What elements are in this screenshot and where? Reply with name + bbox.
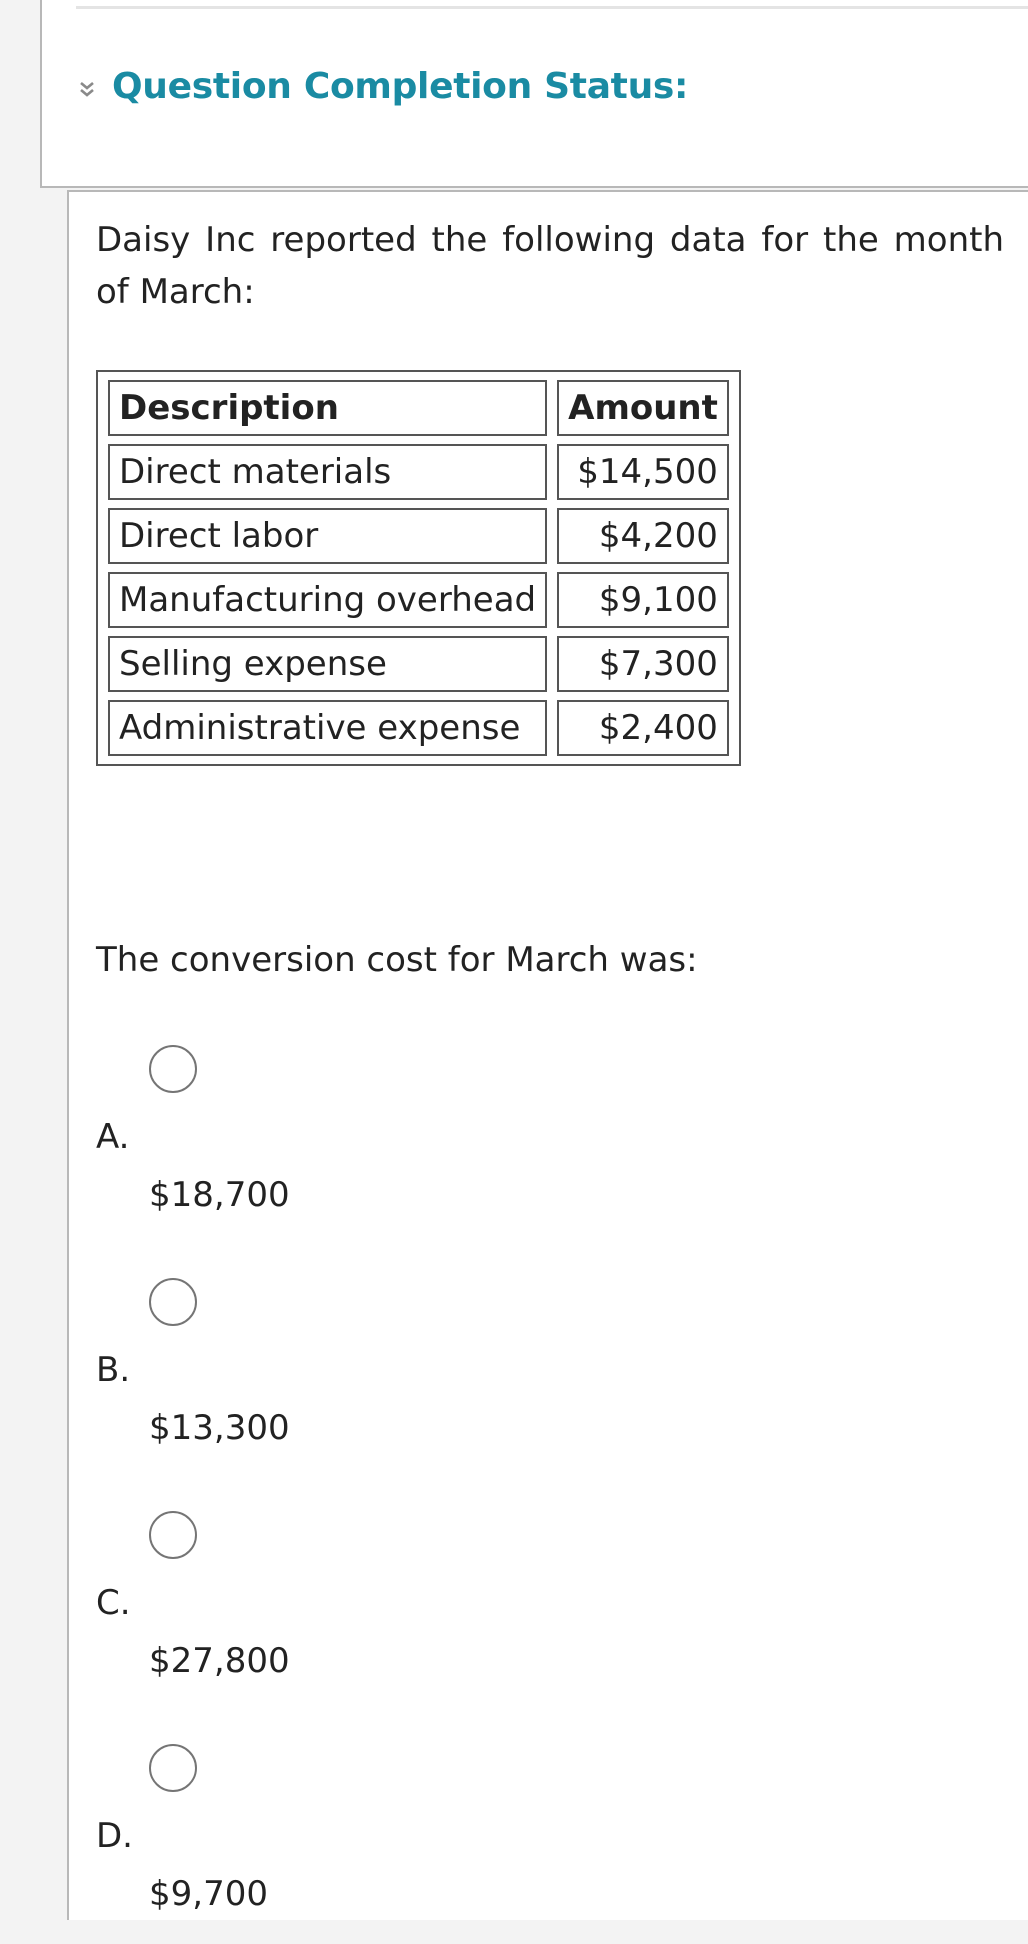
table-row <box>108 572 729 628</box>
table-cell-description: Direct materials <box>108 444 547 500</box>
table-row <box>108 636 729 692</box>
question-text: Daisy Inc reported the following data for the month of March: <box>96 220 1004 312</box>
question-prompt: The conversion cost for March was: <box>96 940 698 980</box>
chevron-double-down-icon <box>78 78 104 102</box>
column-header-description: Description <box>108 380 547 436</box>
option-value[interactable]: $18,700 <box>149 1175 290 1215</box>
table-cell-amount: $2,400 <box>557 700 729 756</box>
table-cell-description: Selling expense <box>108 636 547 692</box>
question-status-panel <box>40 0 1028 188</box>
table-cell-amount: $4,200 <box>557 508 729 564</box>
question-status-title[interactable]: Question Completion Status: <box>112 66 689 107</box>
table-row <box>108 700 729 756</box>
table-row <box>108 508 729 564</box>
answer-option-b[interactable] <box>69 1278 469 1478</box>
table-cell-description: Direct labor <box>108 508 547 564</box>
answer-option-d[interactable] <box>69 1744 469 1944</box>
radio-button-d[interactable] <box>149 1744 197 1792</box>
radio-button-b[interactable] <box>149 1278 197 1326</box>
option-letter: C. <box>96 1583 131 1623</box>
table-row <box>108 444 729 500</box>
answer-option-a[interactable] <box>69 1045 469 1245</box>
table-cell-description: Administrative expense <box>108 700 547 756</box>
column-header-amount: Amount <box>557 380 729 436</box>
table-cell-amount: $9,100 <box>557 572 729 628</box>
table-cell-description: Manufacturing overhead <box>108 572 547 628</box>
option-value[interactable]: $9,700 <box>149 1874 268 1914</box>
question-status-toggle[interactable] <box>78 66 688 107</box>
option-value[interactable]: $13,300 <box>149 1408 290 1448</box>
radio-button-a[interactable] <box>149 1045 197 1093</box>
data-table <box>96 370 741 766</box>
divider <box>76 6 1028 9</box>
answer-option-c[interactable] <box>69 1511 469 1711</box>
radio-button-c[interactable] <box>149 1511 197 1559</box>
option-value[interactable]: $27,800 <box>149 1641 290 1681</box>
option-letter: D. <box>96 1816 133 1856</box>
table-cell-amount: $14,500 <box>557 444 729 500</box>
option-letter: B. <box>96 1350 131 1390</box>
table-header-row <box>108 380 729 436</box>
table-cell-amount: $7,300 <box>557 636 729 692</box>
option-letter: A. <box>96 1117 130 1157</box>
question-content <box>67 190 1028 1920</box>
